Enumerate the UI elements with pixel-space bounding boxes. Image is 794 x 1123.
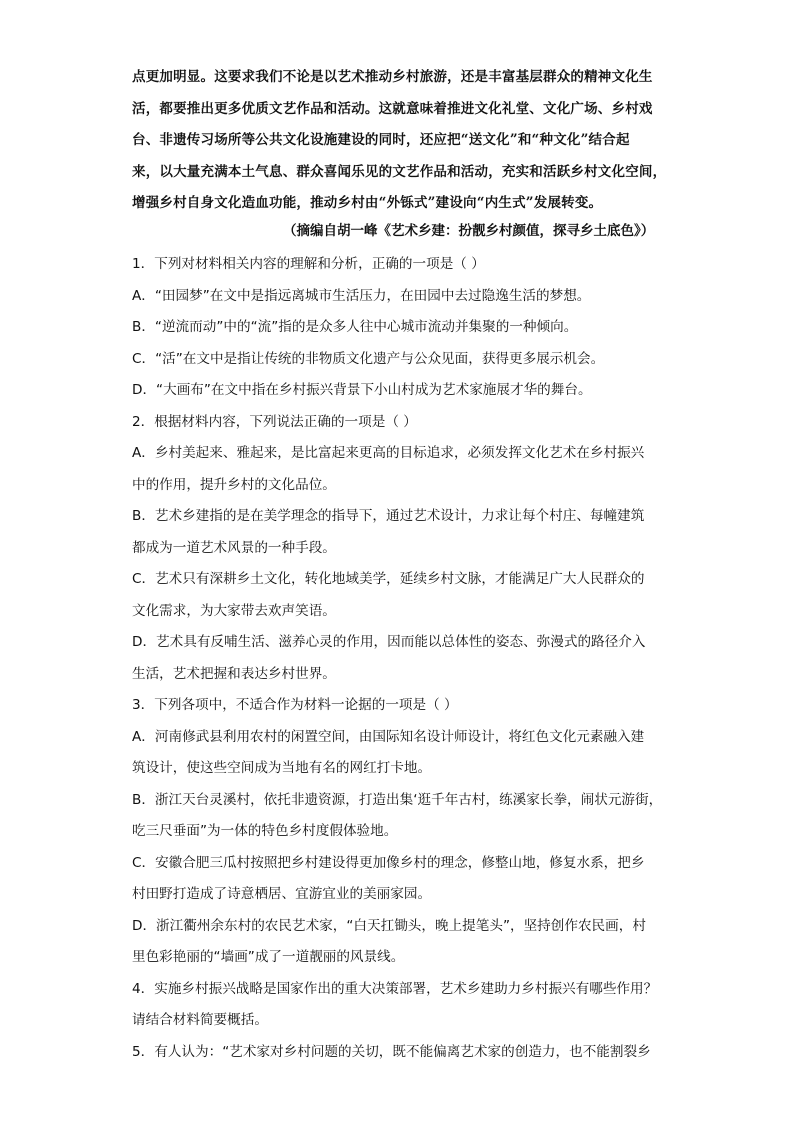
question-list xyxy=(132,249,672,1068)
option-d-cont: 里色彩艳丽的“墙画”成了一道靓丽的风景线。 xyxy=(132,949,405,965)
passage-line: 活，都要推出更多优质文艺作品和活动。这就意味着推进文化礼堂、文化广场、乡村戏 xyxy=(132,100,653,117)
passage-line: 来，以大量充满本土气息、群众喜闻乐见的文艺作品和活动，充实和活跃乡村文化空间， xyxy=(132,163,667,180)
option-c-cont: 文化需求，为大家带去欢声笑语。 xyxy=(132,602,336,619)
option-a-cont: 中的作用，提升乡村的文化品位。 xyxy=(132,476,336,493)
option-c: C．“活”在文中是指让传统的非物质文化遗产与公众见面，获得更多展示机会。 xyxy=(132,350,605,367)
question-stem-cont: 请结合材料简要概括。 xyxy=(132,1012,268,1028)
question-2 xyxy=(132,407,672,691)
question-stem: 1．下列对材料相关内容的理解和分析，正确的一项是（ ） xyxy=(132,256,485,272)
question-3 xyxy=(132,690,672,974)
option-a: A．河南修武县利用农村的闲置空间，由国际知名设计师设计，将红色文化元素融入建 xyxy=(132,728,645,745)
question-stem: 5．有人认为：“艺术家对乡村问题的关切，既不能偏离艺术家的创造力，也不能割裂乡 xyxy=(132,1043,651,1060)
option-a: A．“田园梦”在文中是指远离城市生活压力，在田园中去过隐逸生活的梦想。 xyxy=(132,287,591,304)
option-b-cont: 吃三尺垂面”为一体的特色乡村度假体验地。 xyxy=(132,823,398,839)
passage-line: 点更加明显。这要求我们不论是以艺术推动乡村旅游，还是丰富基层群众的精神文化生 xyxy=(132,69,653,85)
option-c-cont: 村田野打造成了诗意栖居、宜游宜业的美丽家园。 xyxy=(132,886,432,902)
option-d: D．浙江衢州余东村的农民艺术家，“白天扛锄头，晚上提笔头”，坚持创作农民画，村 xyxy=(132,917,646,934)
source-citation: （摘编自胡一峰《艺术乡建：扮靓乡村颜值，探寻乡土底色》） xyxy=(283,223,655,239)
option-a: A．乡村美起来、雅起来，是比富起来更高的目标追求，必须发挥文化艺术在乡村振兴 xyxy=(132,445,645,461)
option-c: C．艺术只有深耕乡土文化，转化地域美学，延续乡村文脉，才能满足广大人民群众的 xyxy=(132,571,645,587)
option-d: D．“大画布”在文中指在乡村振兴背景下小山村成为艺术家施展才华的舞台。 xyxy=(132,382,592,398)
option-a-cont: 筑设计，使这些空间成为当地有名的网红打卡地。 xyxy=(132,760,432,776)
question-4 xyxy=(132,974,672,1037)
option-c: C．安徽合肥三瓜村按照把乡村建设得更加像乡村的理念，修整山地，修复水系，把乡 xyxy=(132,854,645,871)
question-5 xyxy=(132,1037,672,1069)
option-d-cont: 生活，艺术把握和表达乡村世界。 xyxy=(132,665,336,682)
option-b: B．“逆流而动”中的“流”指的是众多人往中心城市流动并集聚的一种倾向。 xyxy=(132,319,578,335)
question-stem: 2．根据材料内容，下列说法正确的一项是（ ） xyxy=(132,413,417,430)
option-b: B．浙江天台灵溪村，依托非遗资源，打造出集‘逛千年古村，练溪家长拳，闹状元游街， xyxy=(132,791,663,808)
passage-line: 增强乡村自身文化造血功能，推动乡村由“外铄式”建设向“内生式”发展转变。 xyxy=(132,195,603,211)
passage-text xyxy=(132,62,672,220)
option-b: B．艺术乡建指的是在美学理念的指导下，通过艺术设计，力求让每个村庄、每幢建筑 xyxy=(132,508,645,524)
question-stem: 3．下列各项中，不适合作为材料一论据的一项是（ ） xyxy=(132,697,458,713)
question-stem: 4．实施乡村振兴战略是国家作出的重大决策部署，艺术乡建助力乡村振兴有哪些作用？ xyxy=(132,980,658,997)
option-b-cont: 都成为一道艺术风景的一种手段。 xyxy=(132,539,336,556)
passage-line: 台、非遗传习场所等公共文化设施建设的同时，还应把“送文化”和“种文化”结合起 xyxy=(132,132,630,148)
option-d: D．艺术具有反哺生活、滋养心灵的作用，因而能以总体性的姿态、弥漫式的路径介入 xyxy=(132,634,646,650)
question-1 xyxy=(132,249,672,407)
